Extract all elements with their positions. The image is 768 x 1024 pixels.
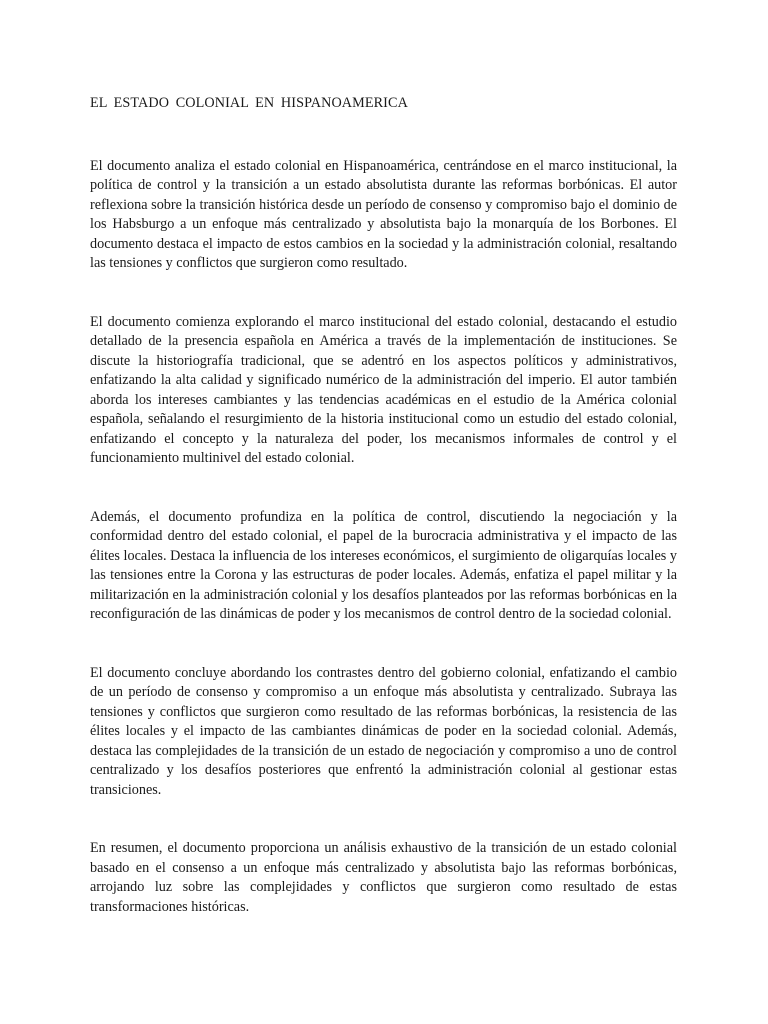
paragraph-institutional-framework: El documento comienza explorando el marco institucional del estado colonial, destacando el estudio detallado de la presencia española en América a través de la implementación de instituciones. Se discute la historiografía tradicional, que se adentró en los aspectos políticos y administrativos, enfatizando la alta calidad y significado numérico de la administración del imperio. El autor también aborda los intereses cambiantes y las tendencias académicas en el estudio de la América colonial española, señalando el resurgimiento de la historia institucional como un estudio del estado colonial, enfatizando el concepto y la naturaleza del poder, los mecanismos informales de control y el funcionamiento multinivel del estado colonial.: [90, 313, 677, 466]
paragraph-summary: En resumen, el documento proporciona un análisis exhaustivo de la transición de un estado colonial basado en el consenso a un enfoque más centralizado y absolutista bajo las reformas borbónicas, arrojando luz sobre las complejidades y conflictos que surgieron como resultado de estas transformaciones históricas.: [90, 840, 677, 915]
paragraph-intro: El documento analiza el estado colonial en Hispanoamérica, centrándose en el marco institucional, la política de control y la transición a un estado absolutista durante las reformas borbónicas. El autor reflexiona sobre la transición histórica desde un período de consenso y compromiso bajo el dominio de los Habsburgo a un enfoque más centralizado y absolutista bajo la monarquía de los Borbones. El documento destaca el impacto de estos cambios en la sociedad y la administración colonial, resaltando las tensiones y conflictos que surgieron como resultado.: [90, 157, 677, 271]
paragraph-conclusion: El documento concluye abordando los contrastes dentro del gobierno colonial, enfatizando el cambio de un período de consenso y compromiso a un enfoque más absolutista y centralizado. Subraya las tensiones y conflictos que surgieron como resultado de las reformas borbónicas, la resistencia de las élites locales y el impacto de las cambiantes dinámicas de poder en la sociedad colonial. Además, destaca las complejidades de la transición de un estado de negociación y compromiso a uno de control centralizado y los desafíos posteriores que enfrentó la administración colonial al gestionar estas transiciones.: [90, 664, 677, 798]
paragraph-control-policy: Además, el documento profundiza en la política de control, discutiendo la negociación y la conformidad dentro del estado colonial, el papel de la burocracia administrativa y el impacto de las élites locales. Destaca la influencia de los intereses económicos, el surgimiento de oligarquías locales y las tensiones entre la Corona y las estructuras de poder locales. Además, enfatiza el papel militar y la militarización en la administración colonial y los desafíos planteados por las reformas borbónicas en la reconfiguración de las dinámicas de poder y los mecanismos de control dentro de la sociedad colonial.: [90, 508, 677, 622]
document-title: EL ESTADO COLONIAL EN HISPANOAMERICA: [90, 95, 408, 111]
